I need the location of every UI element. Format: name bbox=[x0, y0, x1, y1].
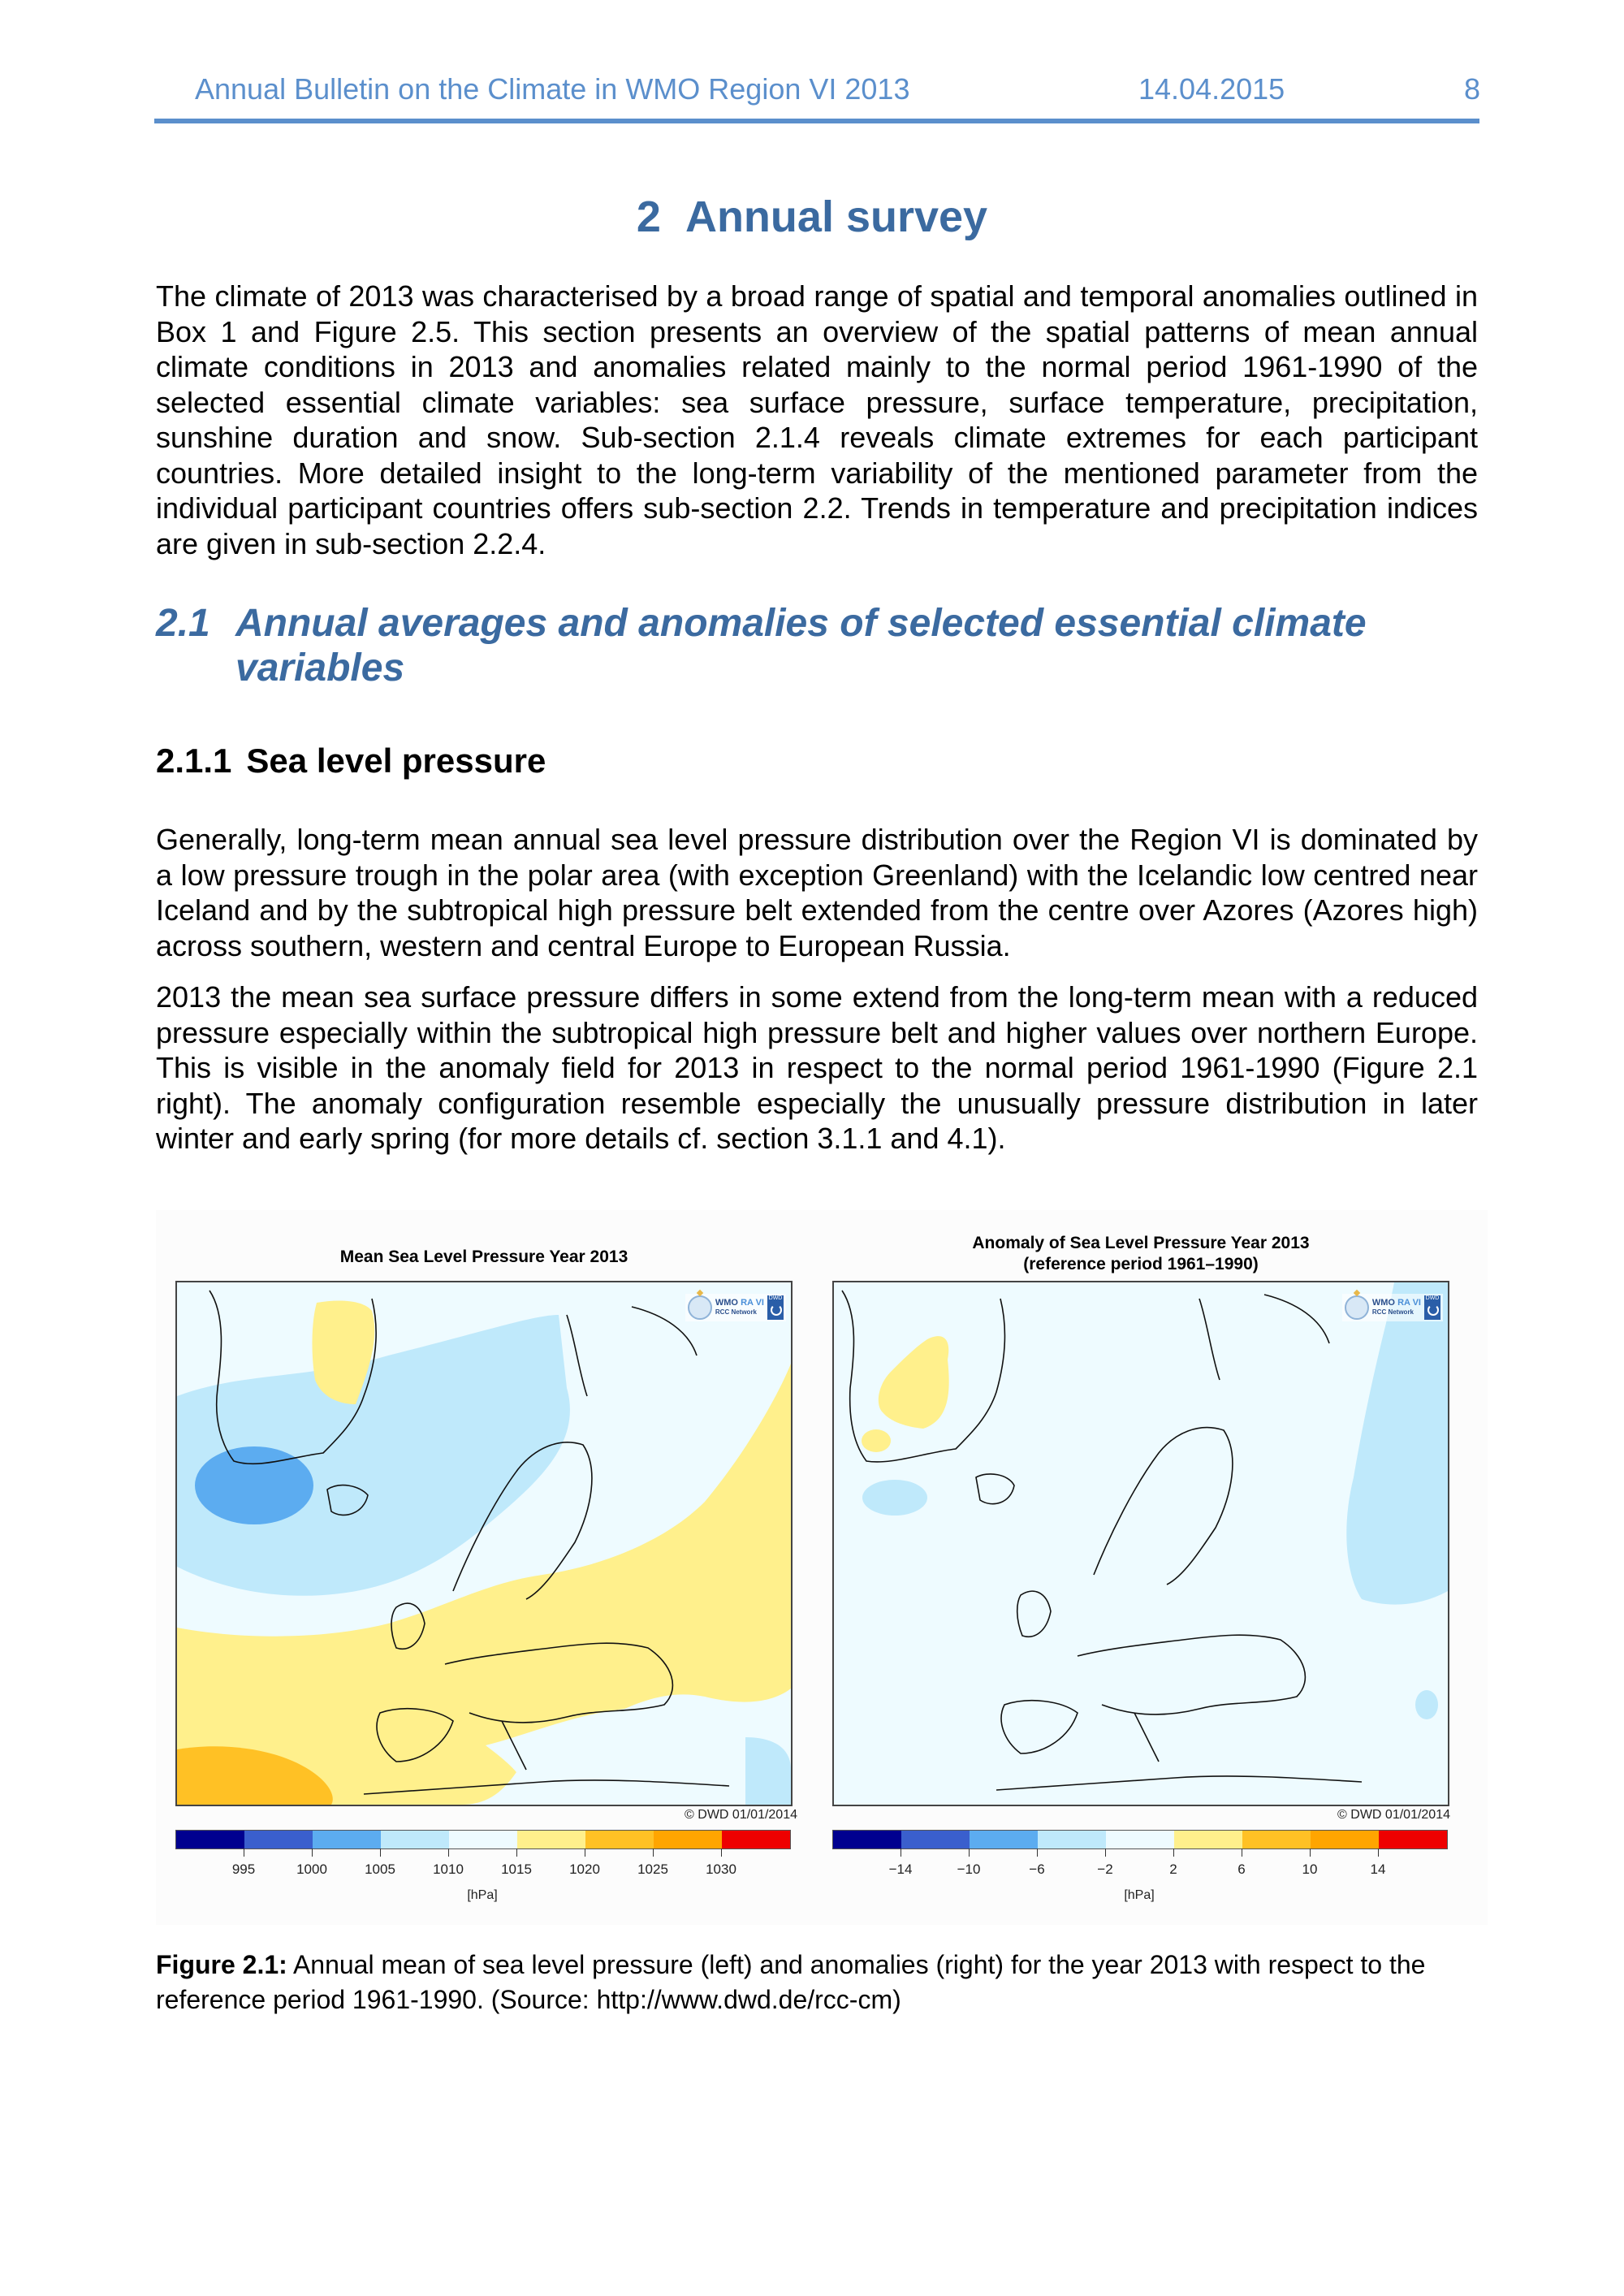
colorbar-segment bbox=[970, 1831, 1038, 1848]
subsubsection-heading bbox=[156, 744, 546, 778]
colorbar-tick-label: 1020 bbox=[569, 1861, 600, 1877]
map-mean-slp bbox=[175, 1281, 793, 1806]
copyright-right: © DWD 01/01/2014 bbox=[1337, 1808, 1450, 1822]
colorbar-tick bbox=[448, 1848, 449, 1857]
colorbar-unit-left: [hPa] bbox=[467, 1888, 498, 1902]
colorbar-ticks-left bbox=[175, 1848, 789, 1881]
paragraph-slp-2013: 2013 the mean sea surface pressure differs in some extend from the long-term mean with a reduced pressure especially within the subtropical high pressure belt and higher values over northern Europe. This is visible in the anomaly field for 2013 in respect to the normal period 1961-1990 (Figure 2.1 right). The anomaly configuration resemble especially the unusually pressure distribution in later winter and early spring (for more details cf. section 3.1.1 and 4.1). bbox=[156, 980, 1478, 1155]
colorbar-segment bbox=[1242, 1831, 1311, 1848]
logo-dwd: DWD bbox=[768, 1295, 783, 1301]
map-title-line: Anomaly of Sea Level Pressure Year 2013 bbox=[972, 1234, 1310, 1252]
colorbar-tick bbox=[1378, 1848, 1379, 1857]
paragraph-slp-climatology: Generally, long-term mean annual sea level pressure distribution over the Region VI is dominated by a low pressure trough in the polar area (with exception Greenland) with the Icelandic low centred near Iceland and by the subtropical high pressure belt extended from the centre over Azores (Azores high) across southern, western and central Europe to European Russia. bbox=[156, 823, 1478, 962]
colorbar-segment bbox=[1106, 1831, 1174, 1848]
colorbar-tick-label: −2 bbox=[1097, 1861, 1113, 1877]
copyright-left: © DWD 01/01/2014 bbox=[685, 1808, 797, 1822]
colorbar-tick-label: 10 bbox=[1302, 1861, 1318, 1877]
colorbar-tick-label: −14 bbox=[888, 1861, 913, 1877]
wmo-globe-icon bbox=[1345, 1295, 1369, 1320]
colorbar-tick-label: 14 bbox=[1370, 1861, 1386, 1877]
colorbar-unit-right: [hPa] bbox=[1124, 1888, 1155, 1902]
colorbar-tick-label: −6 bbox=[1029, 1861, 1045, 1877]
section-heading bbox=[0, 192, 1624, 241]
subsection-heading bbox=[156, 601, 1488, 690]
colorbar-tick-label: 1000 bbox=[296, 1861, 327, 1877]
colorbar-segment bbox=[1038, 1831, 1106, 1848]
colorbar-segment bbox=[313, 1831, 381, 1848]
colorbar-tick bbox=[721, 1848, 722, 1857]
colorbar-segment bbox=[517, 1831, 585, 1848]
colorbar-segment bbox=[1379, 1831, 1447, 1848]
colorbar-tick-label: 6 bbox=[1237, 1861, 1246, 1877]
figure-2-1 bbox=[156, 1210, 1488, 1925]
map-title-line: Mean Sea Level Pressure Year 2013 bbox=[339, 1247, 628, 1266]
logo-wmo: WMO bbox=[1371, 1298, 1395, 1308]
colorbar-segment bbox=[722, 1831, 790, 1848]
page-number: 8 bbox=[1464, 72, 1481, 106]
logo-ra: RA VI bbox=[1397, 1298, 1421, 1308]
subsubsection-title: Sea level pressure bbox=[246, 742, 546, 780]
field-2-6-greenland-small bbox=[862, 1429, 891, 1452]
running-header-date: 14.04.2015 bbox=[1138, 72, 1285, 106]
logo-wmo: WMO bbox=[715, 1298, 738, 1308]
colorbar-left bbox=[175, 1830, 791, 1849]
colorbar-tick-label: 1030 bbox=[706, 1861, 736, 1877]
intro-paragraph: The climate of 2013 was characterised by a broad range of spatial and temporal anomalies outlined in Box 1 and Figure 2.5. This section presents an overview of the spatial patterns of mean annual climate conditions in 2013 and anomalies related mainly to the normal period 1961-1990 of the selected essential climate variables: sea surface pressure, surface temperature, precipitation, sunshine duration and snow. Sub-section 2.1.4 reveals climate extremes for each participant countries. More detailed insight to the long-term variability of the mentioned parameter from the individual participant countries offers sub-section 2.2. Trends in temperature and precipitation indices are given in sub-section 2.2.4. bbox=[156, 279, 1478, 560]
colorbar-tick bbox=[1173, 1848, 1174, 1857]
dwd-logo-icon bbox=[1424, 1295, 1440, 1320]
logo-rcc: RCC Network bbox=[1371, 1308, 1415, 1316]
subsection-title: Annual averages and anomalies of selected essential climate variables bbox=[235, 602, 1367, 690]
map-anomaly-slp-svg bbox=[834, 1282, 1448, 1805]
subsection-number: 2.1 bbox=[156, 602, 210, 645]
logo-text bbox=[1372, 1298, 1421, 1317]
colorbar-tick-label: 2 bbox=[1169, 1861, 1177, 1877]
colorbar-segment bbox=[833, 1831, 901, 1848]
colorbar-segment bbox=[381, 1831, 449, 1848]
field-minus6-minus2-east-small bbox=[1415, 1690, 1438, 1719]
logo-text bbox=[715, 1298, 764, 1317]
colorbar-segment bbox=[654, 1831, 722, 1848]
running-header-title: Annual Bulletin on the Climate in WMO Region VI 2013 bbox=[195, 72, 910, 106]
dwd-logo-icon bbox=[767, 1295, 784, 1320]
colorbar-tick-label: 1005 bbox=[365, 1861, 395, 1877]
colorbar-tick bbox=[1105, 1848, 1106, 1857]
colorbar-tick bbox=[312, 1848, 313, 1857]
map-title-mean-slp bbox=[175, 1247, 793, 1268]
map-mean-slp-svg bbox=[177, 1282, 791, 1805]
colorbar-segment bbox=[176, 1831, 244, 1848]
map-title-anomaly bbox=[832, 1233, 1449, 1275]
colorbar-tick-label: −10 bbox=[957, 1861, 981, 1877]
colorbar-tick bbox=[380, 1848, 381, 1857]
wmo-rcc-logo bbox=[1342, 1294, 1443, 1321]
colorbar-ticks-right bbox=[832, 1848, 1446, 1881]
colorbar-tick bbox=[969, 1848, 970, 1857]
colorbar-tick-label: 1010 bbox=[433, 1861, 464, 1877]
header-rule bbox=[154, 119, 1479, 123]
colorbar-right bbox=[832, 1830, 1448, 1849]
section-title: Annual survey bbox=[685, 192, 988, 241]
colorbar-segment bbox=[244, 1831, 313, 1848]
colorbar-tick bbox=[1037, 1848, 1038, 1857]
map-anomaly-slp bbox=[832, 1281, 1449, 1806]
colorbar-segment bbox=[901, 1831, 970, 1848]
section-number: 2 bbox=[636, 192, 661, 241]
colorbar-tick-label: 995 bbox=[231, 1861, 256, 1877]
colorbar-segment bbox=[1174, 1831, 1242, 1848]
logo-dwd: DWD bbox=[1425, 1295, 1440, 1301]
logo-rcc: RCC Network bbox=[715, 1308, 758, 1316]
figure-caption bbox=[156, 1948, 1488, 2017]
logo-ra: RA VI bbox=[741, 1298, 764, 1308]
colorbar-segment bbox=[585, 1831, 654, 1848]
field-minus6-minus2-south-greenland bbox=[862, 1480, 927, 1516]
caption-label: Figure 2.1: bbox=[156, 1950, 287, 1979]
colorbar-segment bbox=[1311, 1831, 1379, 1848]
wmo-globe-icon bbox=[688, 1295, 712, 1320]
colorbar-tick-label: 1015 bbox=[501, 1861, 532, 1877]
colorbar-tick-label: 1025 bbox=[637, 1861, 668, 1877]
map-title-line-2: (reference period 1961–1990) bbox=[1023, 1255, 1259, 1273]
colorbar-segment bbox=[449, 1831, 517, 1848]
colorbar-tick bbox=[653, 1848, 654, 1857]
caption-text: Annual mean of sea level pressure (left) and anomalies (right) for the year 2013 with respect to the reference period 1961-1990. (Source: http://www.dwd.de/rcc-cm) bbox=[156, 1950, 1426, 2014]
colorbar-tick bbox=[516, 1848, 517, 1857]
colorbar-tick bbox=[1310, 1848, 1311, 1857]
wmo-rcc-logo bbox=[685, 1294, 786, 1321]
subsubsection-number: 2.1.1 bbox=[156, 742, 232, 780]
